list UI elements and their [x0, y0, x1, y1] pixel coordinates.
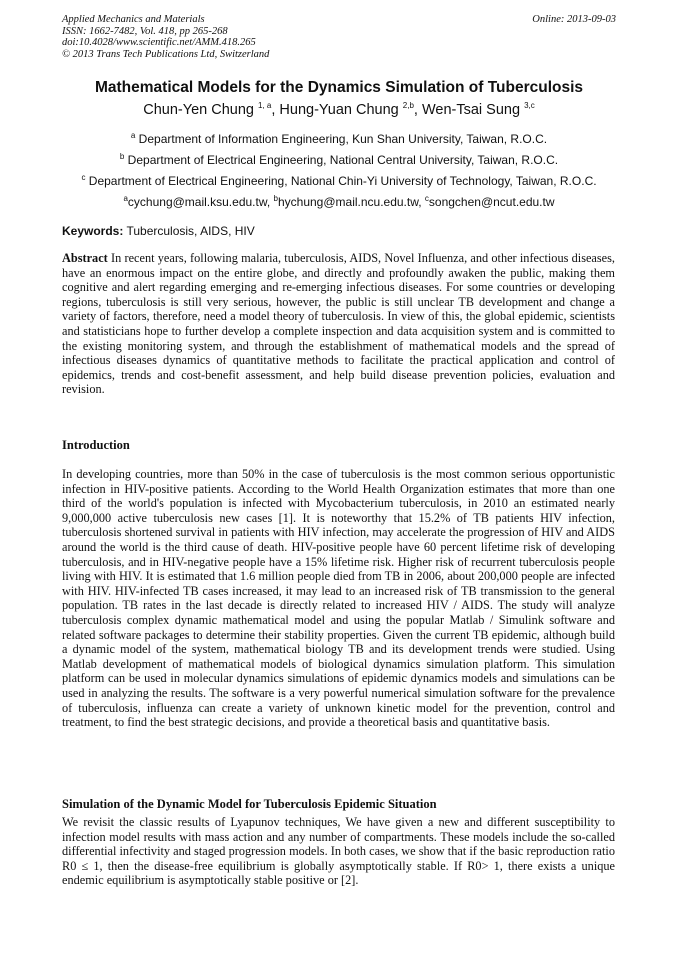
- author-separator: ,: [271, 102, 280, 118]
- email-link[interactable]: songchen@ncut.edu.tw: [428, 195, 555, 209]
- issn-line: ISSN: 1662-7482, Vol. 418, pp 265-268: [62, 25, 228, 37]
- affiliation-a: [0, 132, 678, 146]
- affil-text: Department of Electrical Engineering, National Central University, Taiwan, R.O.C.: [124, 153, 559, 167]
- section-heading-introduction: Introduction: [62, 438, 130, 452]
- section-heading-simulation: Simulation of the Dynamic Model for Tuberculosis Epidemic Situation: [62, 797, 437, 811]
- simulation-paragraph: We revisit the classic results of Lyapunov techniques, We have given a new and different susceptibility to infection model results with mass action and any number of compartments. These models include the so-called differential infectivity and staged progression models. In both cases, we show that if the basic reproduction ratio R0 ≤ 1, then the disease-free equilibrium is globally asymptotically stable. If R0> 1, there exists a unique endemic equilibrium is asymptotically stable positive or [2].: [62, 815, 615, 888]
- affiliation-c: [0, 174, 678, 188]
- online-date: Online: 2013-09-03: [532, 14, 616, 25]
- introduction-paragraph: In developing countries, more than 50% in the case of tuberculosis is the most common serious opportunistic infection in HIV-positive patients. According to the World Health Organization estimates that more than one third of the world's population is infected with Mycobacterium tuberculosis, in 2010 an estimated nearly 9,000,000 active tuberculosis new cases [1]. It is noteworthy that 15.2% of TB patients HIV infection, tuberculosis shortened survival in patients with HIV infection, may accelerate the progression of HIV and AIDS around the world is the third cause of death. HIV-positive people have 60 percent lifetime risk of developing tuberculosis, and in HIV-negative people have a 15% lifetime risk. Higher risk of recurrent tuberculosis people living with HIV. It is estimated that 1.6 million people died from TB in 2006, about 200,000 people are infected with HIV. HIV-infected TB cases increased, it may lead to an increased risk of TB transmission to the general population. TB rates in the last decade is directly related to increased HIV / AIDS. The study will analyze tuberculosis complex dynamic mathematical model and using the popular Matlab / Simulink software and related software packages to determine their stability properties. Given the current TB epidemic, although build a dynamic model of the system, mathematical biology TB and its development trends were studied. Using Matlab development of mathematical models of biological dynamics simulation platform. This simulation platform can be used in molecular dynamics simulations of epidemic dynamics models and simulations can be used in analyzing the results. The software is a very powerful numerical simulation software for the prevalence of tuberculosis, influenza can create a variety of unknown kinetic model for the prevention, control and treatment, to find the best strategic decisions, and provide a theoretical basis and quantitative basis.: [62, 467, 615, 730]
- keywords-text: Tuberculosis, AIDS, HIV: [123, 224, 255, 238]
- affiliation-b: [0, 153, 678, 167]
- email-link[interactable]: cychung@mail.ksu.edu.tw,: [127, 195, 274, 209]
- author-separator: ,: [413, 102, 422, 118]
- keywords-label: Keywords:: [62, 224, 124, 238]
- journal-header: [62, 14, 616, 60]
- author-list: [0, 102, 678, 118]
- doi-line: doi:10.4028/www.scientific.net/AMM.418.265: [62, 37, 256, 49]
- affil-text: Department of Information Engineering, Kun Shan University, Taiwan, R.O.C.: [135, 132, 548, 146]
- paper-title: Mathematical Models for the Dynamics Simulation of Tuberculosis: [94, 79, 584, 96]
- author-name: Wen-Tsai Sung: [421, 102, 521, 118]
- affil-mark: b: [119, 152, 125, 161]
- abstract-paragraph: [62, 251, 615, 397]
- email-link[interactable]: hychung@mail.ncu.edu.tw,: [277, 195, 425, 209]
- author-affil-mark: 2,b: [402, 101, 414, 111]
- email-mark: c: [424, 194, 429, 203]
- journal-name: Applied Mechanics and Materials: [62, 14, 205, 25]
- author-name: Hung-Yuan Chung: [279, 102, 399, 118]
- email-mark: b: [273, 194, 278, 203]
- abstract-label: Abstract: [62, 251, 108, 265]
- author-affil-mark: 1, a: [258, 101, 272, 111]
- email-mark: a: [123, 194, 128, 203]
- author-affil-mark: 3,c: [524, 101, 535, 111]
- copyright-line: © 2013 Trans Tech Publications Ltd, Switzerland: [62, 48, 270, 60]
- affil-mark: c: [81, 173, 86, 182]
- affil-text: Department of Electrical Engineering, National Chin-Yi University of Technology, Taiwan, R.O.C.: [85, 174, 597, 188]
- email-line: [0, 195, 678, 209]
- abstract-text: In recent years, following malaria, tuberculosis, AIDS, Novel Influenza, and other infectious diseases, have an enormous impact on the entire globe, and directly and profoundly awaken the public, making them cognitive and alert regarding emerging and re-emerging infectious diseases. For some countries or developing regions, tuberculosis is still very serious, however, the public is still unclear TB development and change a variety of factors, therefore, need a model theory of tuberculosis. In view of this, the global epidemic, scientists and statisticians hope to further develop a complete inspection and data acquisition system and is committed to the existing monitoring system, and through the establishment of mathematical models and the spread of infectious diseases dynamics of quantitative methods to facilitate the practical application and control of epidemics, trends and cost-benefit assessment, and help build disease prevention policies, evaluation and revision.: [62, 251, 615, 397]
- affil-mark: a: [130, 131, 136, 140]
- author-name: Chun-Yen Chung: [143, 102, 254, 118]
- keywords-line: [62, 224, 255, 238]
